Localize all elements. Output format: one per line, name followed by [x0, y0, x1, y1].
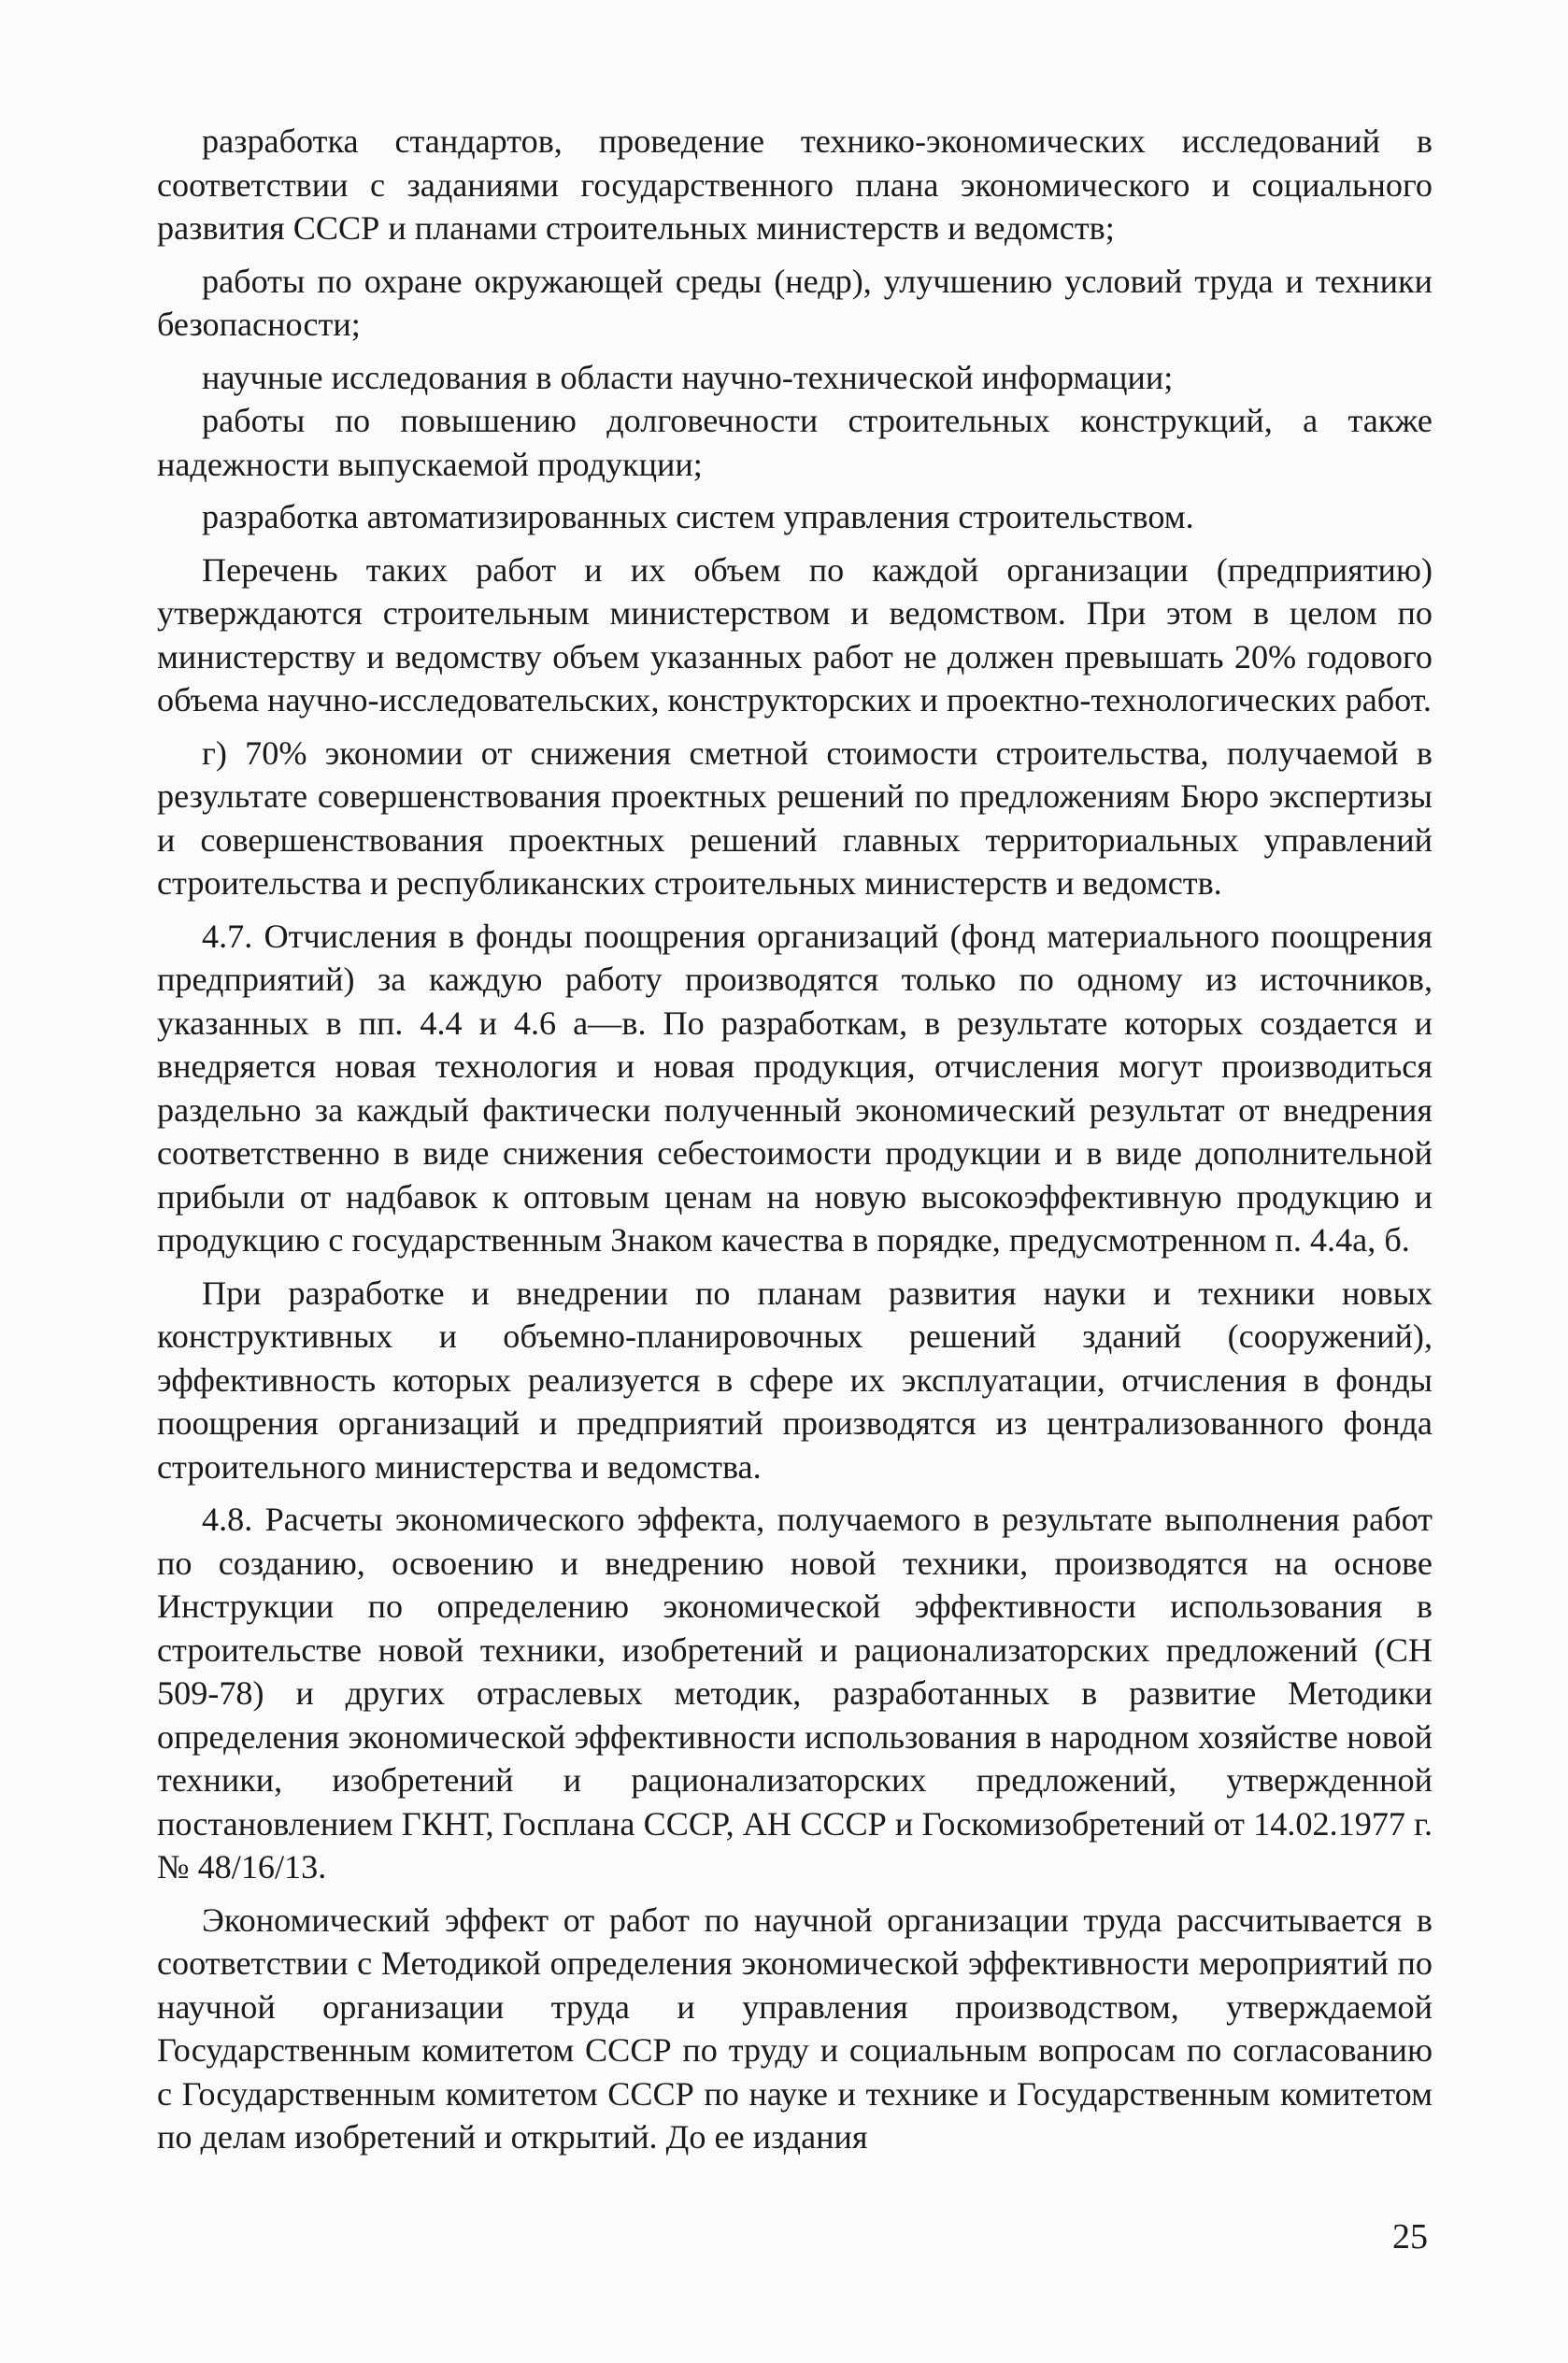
paragraph-work-list: Перечень таких работ и их объем по каждой организации (предприятию) утверждаются строительным министерством и ведомством. При этом в целом по министерству и ведомству объем указанных работ не должен превышать 20% годового объема научно-исследовательских, конструкторских и проектно-технологических работ. — [157, 550, 1433, 719]
paragraph-new-designs: При разработке и внедрении по планам развития науки и техники новых конструктивных и объемно-планировочных решений зданий (сооружений), эффективность которых реализуется в сфере их эксплуатации, отчисления в фонды поощрения организаций и предприятий производятся из централизованного фонда строительного министерства и ведомства. — [157, 1274, 1433, 1486]
body-text — [157, 120, 1433, 2169]
paragraph-environment-protection: работы по охране окружающей среды (недр), улучшению условий труда и техники безопасности; — [157, 262, 1433, 343]
paragraph-scientific-information: научные исследования в области научно-технической информации; — [202, 358, 1174, 396]
paragraph-section-4-8: 4.8. Расчеты экономического эффекта, получаемого в результате выполнения работ по созданию, освоению и внедрению новой техники, производятся на основе Инструкции по определению экономической эффективности использования в строительстве новой техники, изобретений и рационализаторских предложений (СН 509-78) и других отраслевых методик, разработанных в развитие Методики определения экономической эффективности использования в народном хозяйстве новой техники, изобретений и рационализаторских предложений, утвержденной постановлением ГКНТ, Госплана СССР, АН СССР и Госкомизобретений от 14.02.1977 г. № 48/16/13. — [157, 1501, 1433, 1886]
paragraph-economic-effect: Экономический эффект от работ по научной организации труда рассчитывается в соответствии с Методикой определения экономической эффективности мероприятий по научной организации труда и управления производством, утверждаемой Государственным комитетом СССР по труду и социальным вопросам по согласованию с Государственным комитетом СССР по науке и технике и Государственным комитетом по делам изобретений и открытий. До ее издания — [157, 1900, 1433, 2156]
paragraph-item-g: г) 70% экономии от снижения сметной стоимости строительства, получаемой в результате совершенствования проектных решений по предложениям Бюро экспертизы и совершенствования проектных решений главных территориальных управлений строительства и республиканских строительных министерств и ведомств. — [157, 733, 1433, 902]
paragraph-standards-development: разработка стандартов, проведение технико-экономических исследований в соответствии с заданиями государственного плана экономического и социального развития СССР и планами строительных министерств и ведомств; — [157, 122, 1433, 247]
paragraph-automated-systems: разработка автоматизированных систем управления строительством. — [202, 498, 1194, 535]
paragraph-section-4-7: 4.7. Отчисления в фонды поощрения организаций (фонд материального поощрения предприятий) за каждую работу производятся только по одному из источников, указанных в пп. 4.4 и 4.6 а—в. По разработкам, в результате которых создается и внедряется новая технология и новая продукция, отчисления могут производиться раздельно за каждый фактически полученный экономический результат от внедрения соответственно в виде снижения себестоимости продукции и в виде дополнительной прибыли от надбавок к оптовым ценам на новую высокоэффективную продукцию и продукцию с государственным Знаком качества в порядке, предусмотренном п. 4.4а, б. — [157, 917, 1433, 1259]
page-number: 25 — [1392, 2217, 1428, 2256]
paragraph-durability: работы по повышению долговечности строительных конструкций, а также надежности выпускаемой продукции; — [157, 402, 1433, 483]
